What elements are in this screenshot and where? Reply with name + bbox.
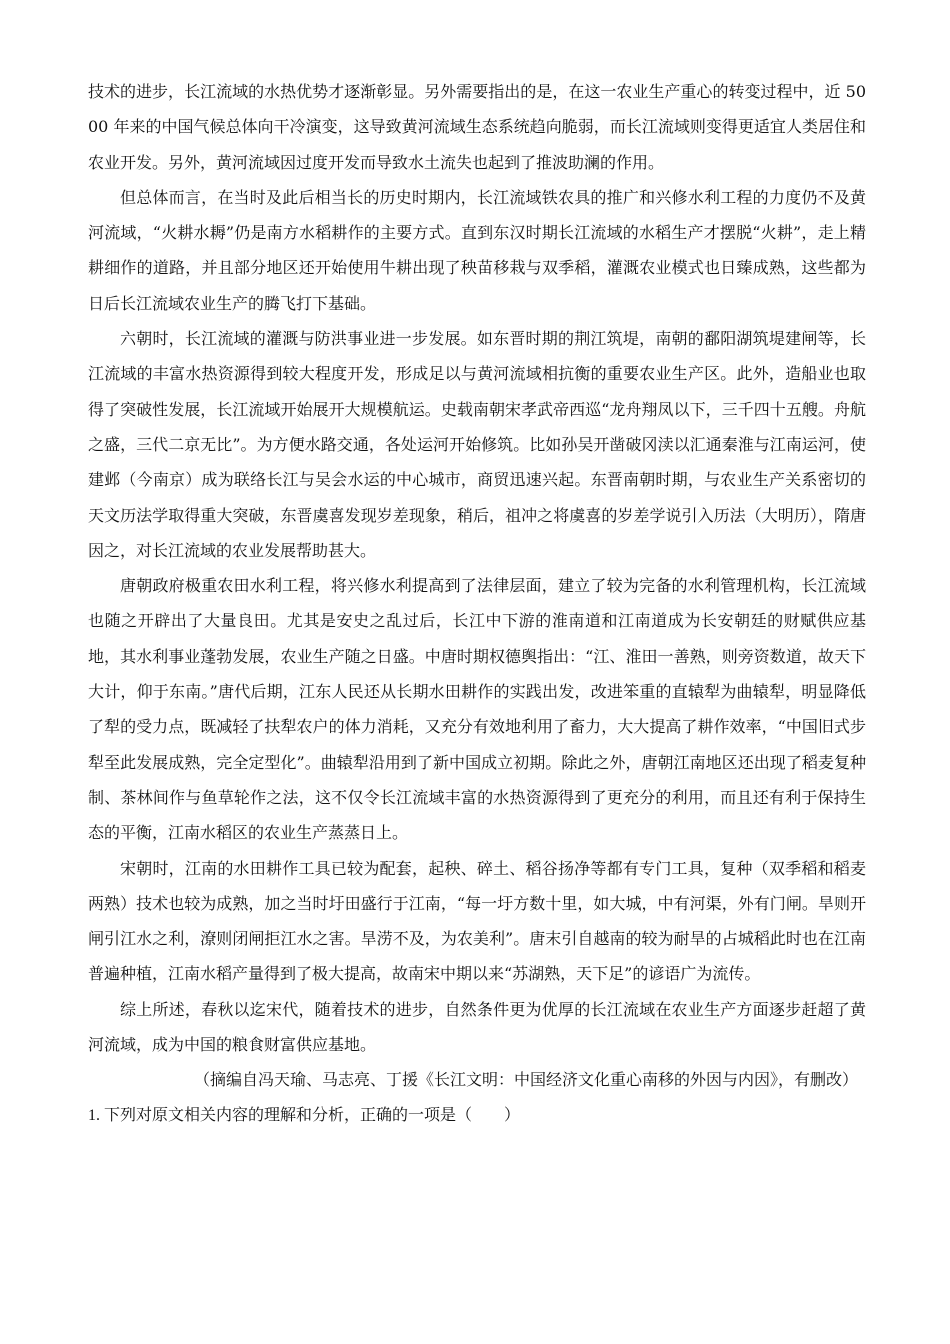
document-page	[88, 74, 866, 1133]
paragraph-2: 但总体而言，在当时及此后相当长的历史时期内，长江流域铁农具的推广和兴修水利工程的力度仍不及黄河流域，“火耕水耨”仍是南方水稻耕作的主要方式。直到东汉时期长江流域的水稻生产才摆脱“火耕”，走上精耕细作的道路，并且部分地区还开始使用牛耕出现了秧苗移栽与双季稻，灌溉农业模式也日臻成熟，这些都为日后长江流域农业生产的腾飞打下基础。	[88, 187, 866, 313]
paragraph-3: 六朝时，长江流域的灌溉与防洪事业进一步发展。如东晋时期的荆江筑堤，南朝的鄱阳湖筑堤建闸等，长江流域的丰富水热资源得到较大程度开发，形成足以与黄河流域相抗衡的重要农业生产区。此外，造船业也取得了突破性发展，长江流域开始展开大规模航运。史载南朝宋孝武帝西巡“龙舟翔凤以下，三千四十五艘。舟航之盛，三代二京无比”。为方便水路交通，各处运河开始修筑。比如孙吴开凿破冈渎以汇通秦淮与江南运河，使建邺（今南京）成为联络长江与吴会水运的中心城市，商贸迅速兴起。东晋南朝时期，与农业生产关系密切的天文历法学取得重大突破，东晋虞喜发现岁差现象，稍后，祖冲之将虞喜的岁差学说引入历法（大明历），隋唐因之，对长江流域的农业发展帮助甚大。	[88, 329, 866, 560]
paragraph-6: 综上所述，春秋以迄宋代，随着技术的进步，自然条件更为优厚的长江流域在农业生产方面逐步赶超了黄河流域，成为中国的粮食财富供应基地。	[88, 999, 866, 1055]
paragraph-4: 唐朝政府极重农田水利工程，将兴修水利提高到了法律层面，建立了较为完备的水利管理机构，长江流域也随之开辟出了大量良田。尤其是安史之乱过后，长江中下游的淮南道和江南道成为长安朝廷的财赋供应基地，其水利事业蓬勃发展，农业生产随之日盛。中唐时期权德舆指出：“江、淮田一善熟，则旁资数道，故天下大计，仰于东南。”唐代后期，江东人民还从长期水田耕作的实践出发，改进笨重的直辕犁为曲辕犁，明显降低了犁的受力点，既减轻了扶犁农户的体力消耗，又充分有效地利用了畜力，大大提高了耕作效率，“中国旧式步犁至此发展成熟，完全定型化”。曲辕犁沿用到了新中国成立初期。除此之外，唐朝江南地区还出现了稻麦复种制、茶林间作与鱼草轮作之法，这不仅令长江流域丰富的水热资源得到了更充分的利用，而且还有利于保持生态的平衡，江南水稻区的农业生产蒸蒸日上。	[88, 576, 866, 843]
question-1: 1. 下列对原文相关内容的理解和分析，正确的一项是（ ）	[88, 1106, 521, 1124]
paragraph-5: 宋朝时，江南的水田耕作工具已较为配套，起秧、碎土、稻谷扬净等都有专门工具，复种（双季稻和稻麦两熟）技术也较为成熟，加之当时圩田盛行于江南，“每一圩方数十里，如大城，中有河渠，外有门闸。旱则开闸引江水之利，潦则闭闸拒江水之害。旱涝不及，为农美利”。唐末引自越南的较为耐旱的占城稻此时也在江南普遍种植，江南水稻产量得到了极大提高，故南宋中期以来“苏湖熟，天下足”的谚语广为流传。	[88, 858, 866, 984]
paragraph-1: 技术的进步，长江流域的水热优势才逐渐彰显。另外需要指出的是，在这一农业生产重心的转变过程中，近 5000 年来的中国气候总体向干冷演变，这导致黄河流域生态系统趋向脆弱，而长江流域则变得更适宜人类居住和农业开发。另外，黄河流域因过度开发而导致水土流失也起到了推波助澜的作用。	[88, 82, 866, 172]
source-note: （摘编自冯天瑜、马志亮、丁援《长江文明：中国经济文化重心南移的外因与内因》，有删改）	[193, 1070, 858, 1090]
